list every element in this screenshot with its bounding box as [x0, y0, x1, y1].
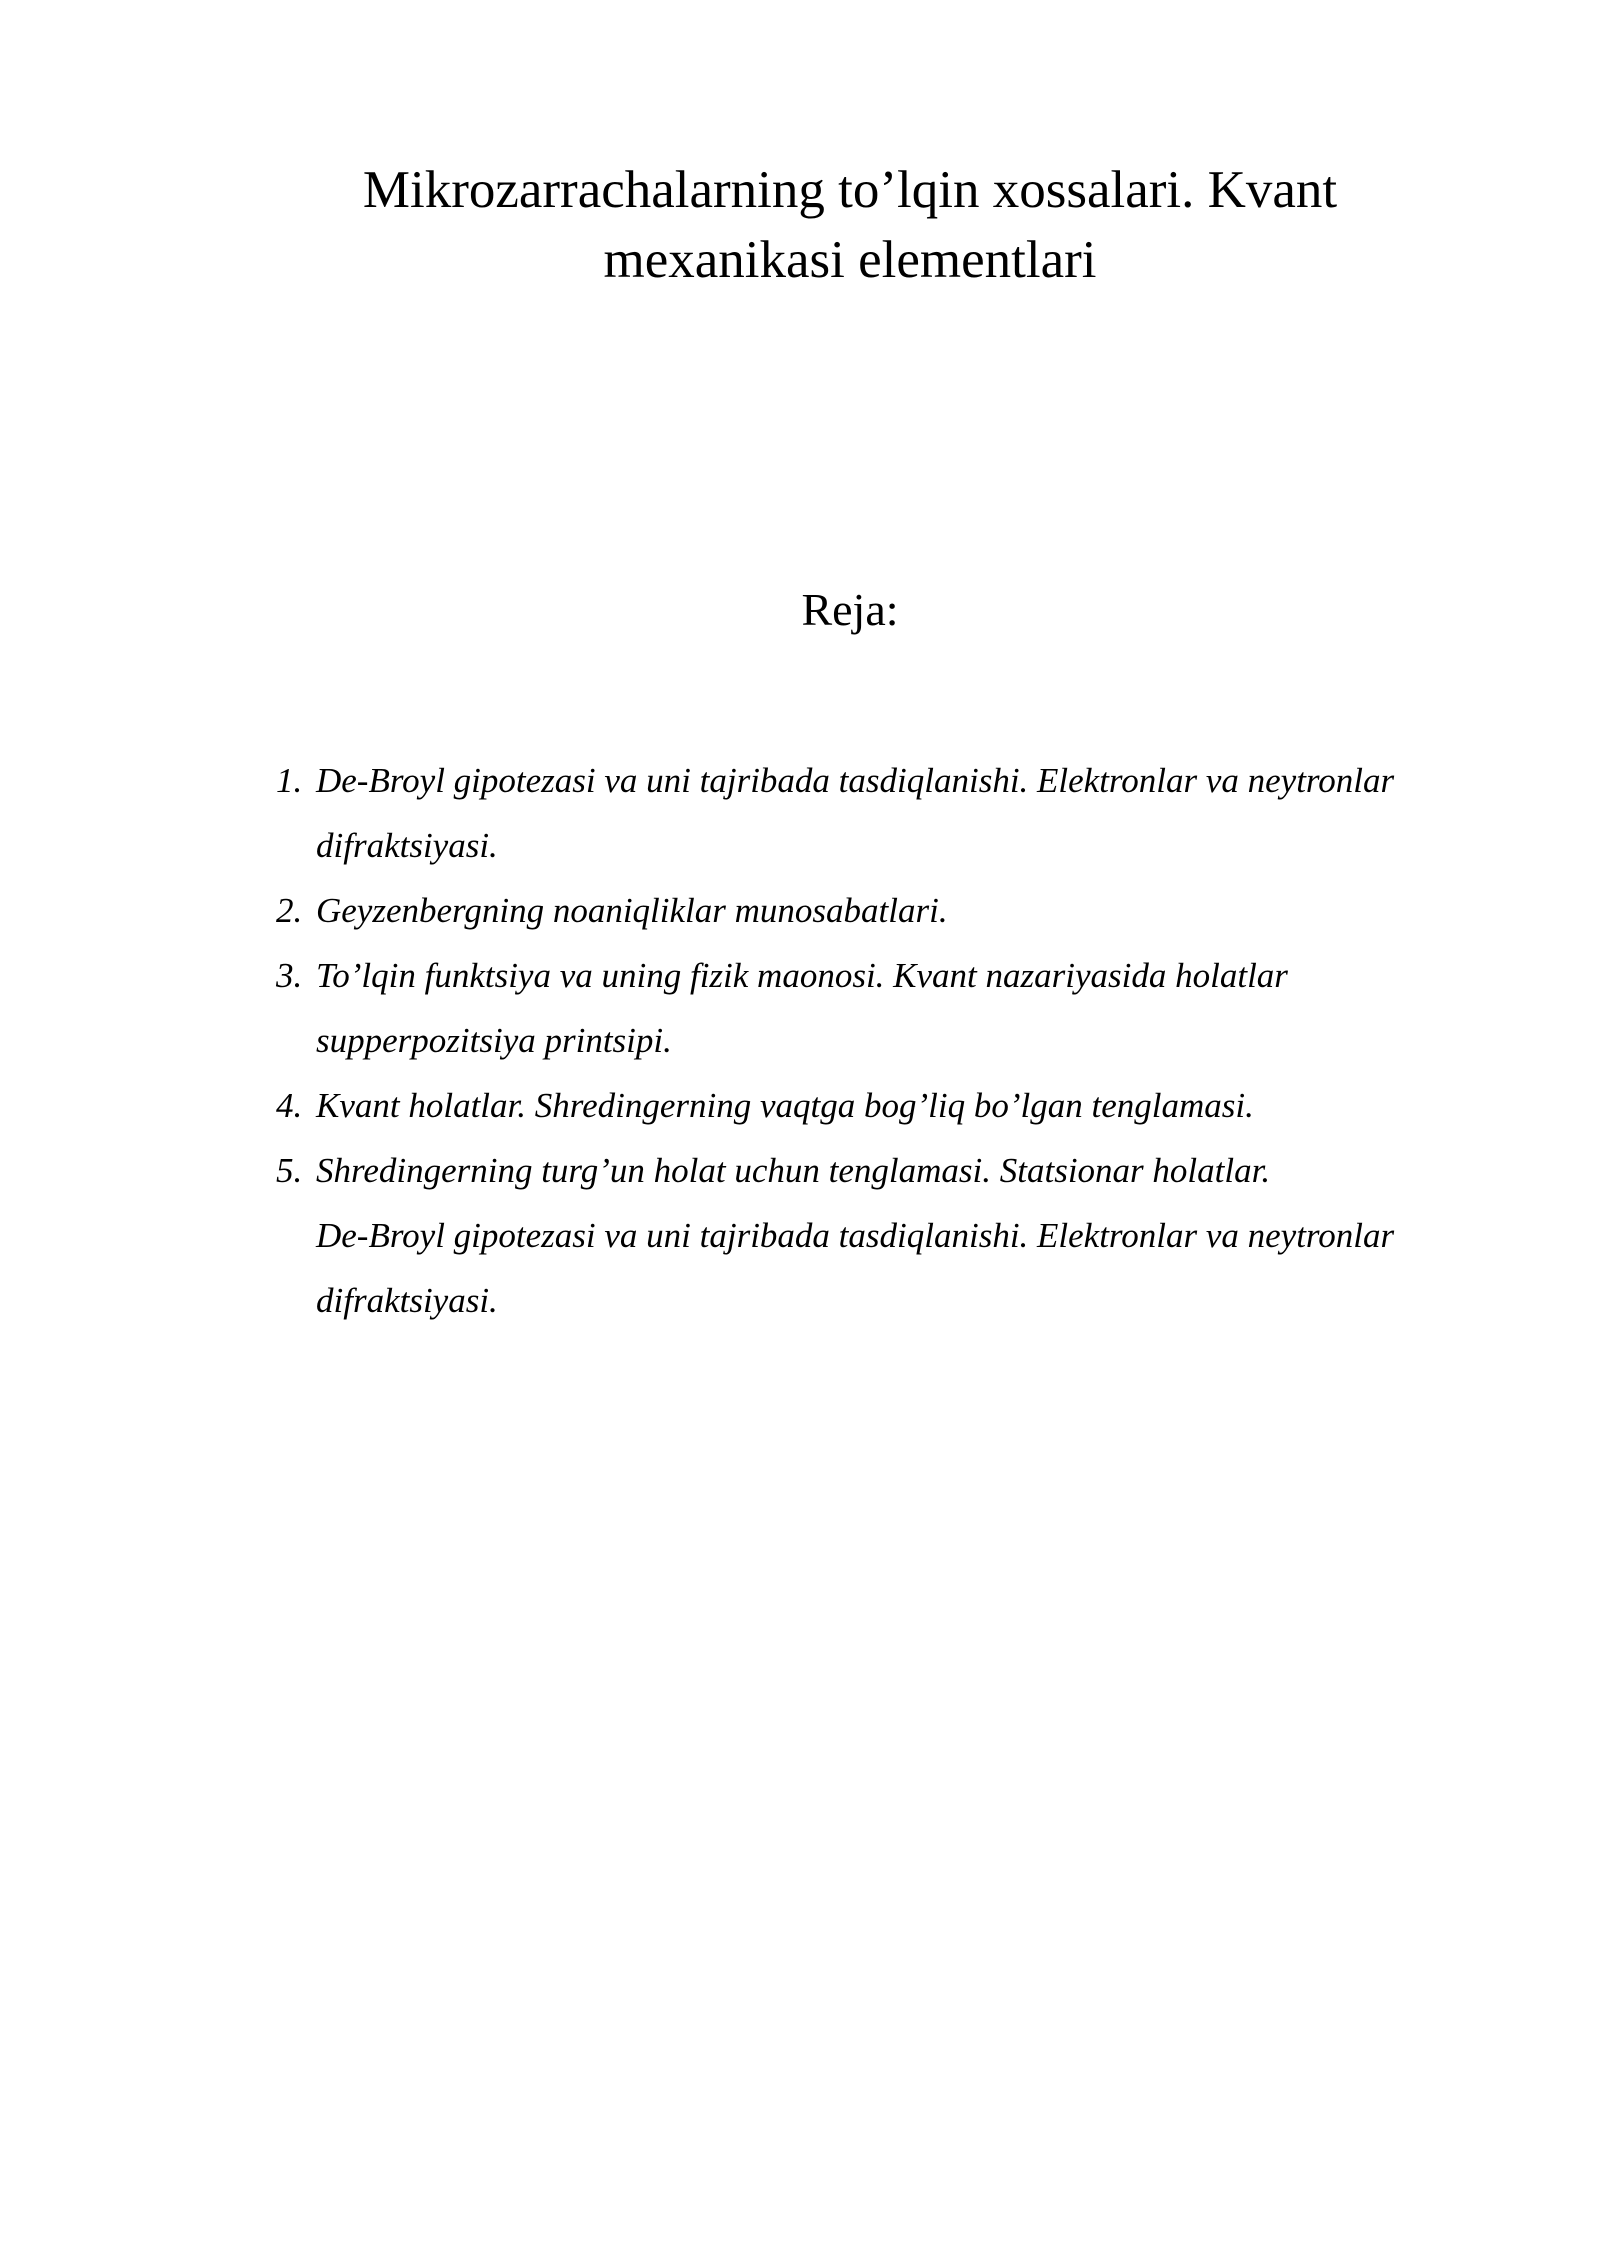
plan-item-text: To’lqin funktsiya va uning fizik maonosi. Kvant nazariyasida holatlar: [316, 956, 1288, 995]
plan-item-2: [276, 878, 1526, 943]
plan-item-5: [276, 1138, 1526, 1333]
plan-item-number: 3.: [276, 956, 303, 995]
plan-list: [276, 748, 1526, 1333]
plan-item-3: [276, 943, 1526, 1073]
title-line-1: Mikrozarrachalarning to’lqin xossalari. Kvant: [362, 161, 1338, 219]
plan-item-text: Kvant holatlar. Shredingerning vaqtga bog’liq bo’lgan tenglamasi.: [316, 1086, 1254, 1125]
plan-item-text-continued: difraktsiyasi.: [316, 1281, 498, 1320]
plan-item-number: 5.: [276, 1151, 303, 1190]
plan-heading: Reja:: [801, 584, 899, 635]
plan-item-text: De-Broyl gipotezasi va uni tajribada tasdiqlanishi. Elektronlar va neytronlar: [316, 761, 1395, 800]
plan-item-1: [276, 748, 1526, 878]
plan-item-number: 1.: [276, 761, 303, 800]
plan-item-text-continued: difraktsiyasi.: [316, 826, 498, 865]
title-line-2: mexanikasi elementlari: [603, 231, 1097, 289]
plan-item-text: Geyzenbergning noaniqliklar munosabatlari.: [316, 891, 948, 930]
plan-item-text: Shredingerning turg’un holat uchun tenglamasi. Statsionar holatlar.: [316, 1151, 1271, 1190]
plan-item-4: [276, 1073, 1526, 1138]
plan-item-text-continued: De-Broyl gipotezasi va uni tajribada tasdiqlanishi. Elektronlar va neytronlar: [316, 1216, 1395, 1255]
plan-item-number: 2.: [276, 891, 303, 930]
plan-item-number: 4.: [276, 1086, 303, 1125]
page-title: [230, 155, 1470, 295]
plan-item-text-continued: supperpozitsiya printsipi.: [316, 1021, 672, 1060]
